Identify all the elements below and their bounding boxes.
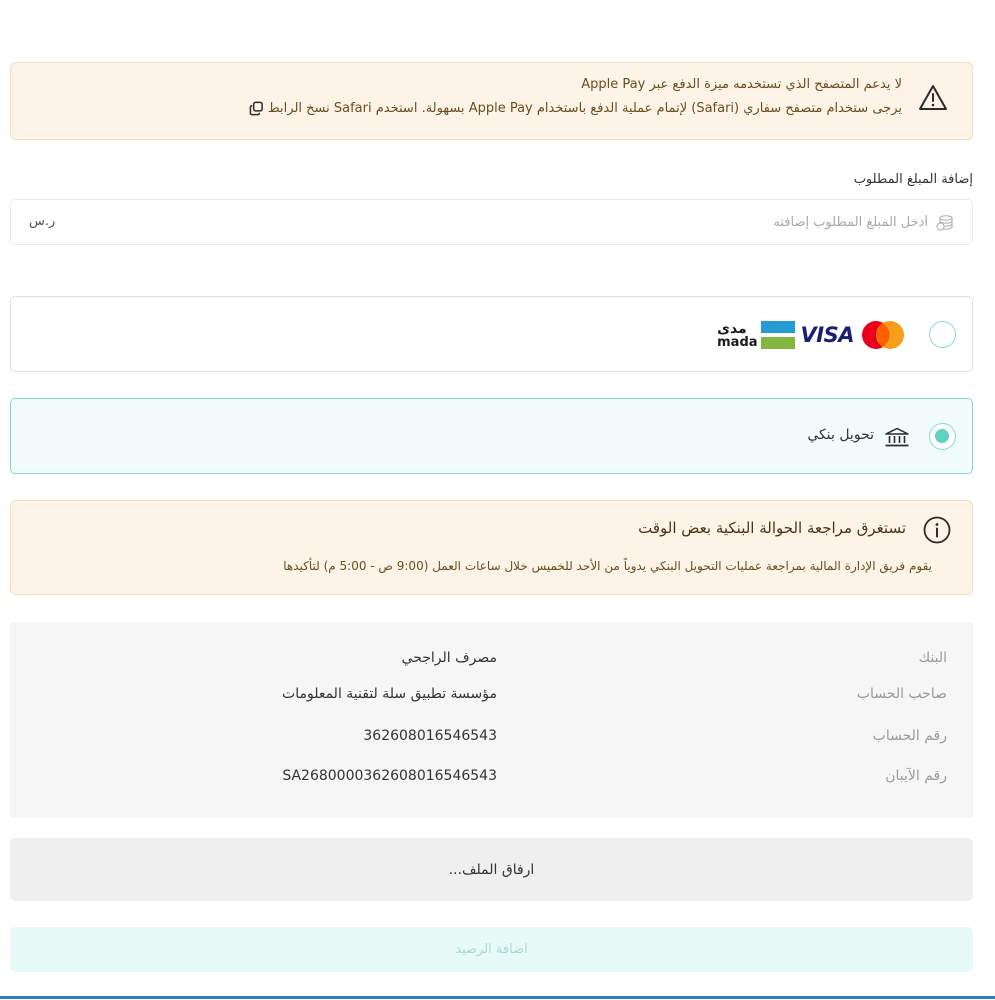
mada-logo xyxy=(717,321,794,349)
info-icon xyxy=(922,515,952,545)
mada-bars-icon xyxy=(761,321,795,349)
detail-row-iban xyxy=(10,768,973,792)
applepay-alert-description: يرجى ستخدام متصفح سفاري (Safari) لإتمام عملية الدفع باستخدام Apple Pay بسهولة. استخدم Safari نسخ الرابط xyxy=(267,101,902,116)
mada-en-text: mada xyxy=(717,334,758,350)
payment-option-cards[interactable] xyxy=(10,296,973,372)
bottom-border xyxy=(0,996,995,999)
cards-radio[interactable] xyxy=(929,321,956,348)
applepay-alert-text xyxy=(249,101,902,116)
info-banner-title: تستغرق مراجعة الحوالة البنكية بعض الوقت xyxy=(638,519,906,537)
currency-label: ر.س xyxy=(29,214,56,229)
amount-input[interactable] xyxy=(108,200,928,244)
bank-transfer-label: تحويل بنكي xyxy=(807,427,874,443)
detail-row-bank xyxy=(10,650,973,674)
amount-label: إضافة المبلغ المطلوب xyxy=(853,172,973,187)
info-banner-description: يقوم فريق الإدارة المالية بمراجعة عمليات التحويل البنكي يدوياً من الأحد للخميس خلال ساعات العمل (9:00 ص - 5:00 م) لتأكيدها xyxy=(283,559,932,573)
amount-field xyxy=(10,199,973,245)
detail-key: رقم الآيبان xyxy=(885,768,947,784)
bank-review-info-banner xyxy=(10,500,973,595)
detail-value: SA2680000362608016546543 xyxy=(282,768,497,784)
detail-row-account-number xyxy=(10,728,973,752)
detail-key: رقم الحساب xyxy=(872,728,947,744)
applepay-alert-title: لا يدعم المتصفح الذي تستخدمه ميزة الدفع عبر Apple Pay xyxy=(581,77,902,92)
bank-details-panel xyxy=(10,622,973,818)
add-balance-button[interactable]: اضافة الرصيد xyxy=(10,927,973,972)
payment-option-bank-transfer[interactable] xyxy=(10,398,973,474)
mastercard-logo-icon xyxy=(860,319,906,351)
visa-logo: VISA xyxy=(800,323,854,347)
bank-building-icon xyxy=(884,427,910,447)
card-logos xyxy=(717,319,906,351)
copy-link-icon[interactable] xyxy=(249,101,264,116)
warning-icon xyxy=(918,83,948,113)
detail-value: مؤسسة تطبيق سلة لتقنية المعلومات xyxy=(282,686,497,702)
mada-ar-text: مدى xyxy=(717,320,747,337)
detail-value: مصرف الراجحي xyxy=(401,650,497,666)
detail-row-account-holder xyxy=(10,686,973,710)
bank-transfer-radio[interactable] xyxy=(929,423,956,450)
detail-value: 362608016546543 xyxy=(363,728,497,744)
applepay-unsupported-alert xyxy=(10,62,973,140)
detail-key: البنك xyxy=(918,650,947,666)
attach-file-button[interactable]: ارفاق الملف... xyxy=(10,838,973,901)
coins-icon xyxy=(936,214,954,232)
detail-key: صاحب الحساب xyxy=(856,686,947,702)
